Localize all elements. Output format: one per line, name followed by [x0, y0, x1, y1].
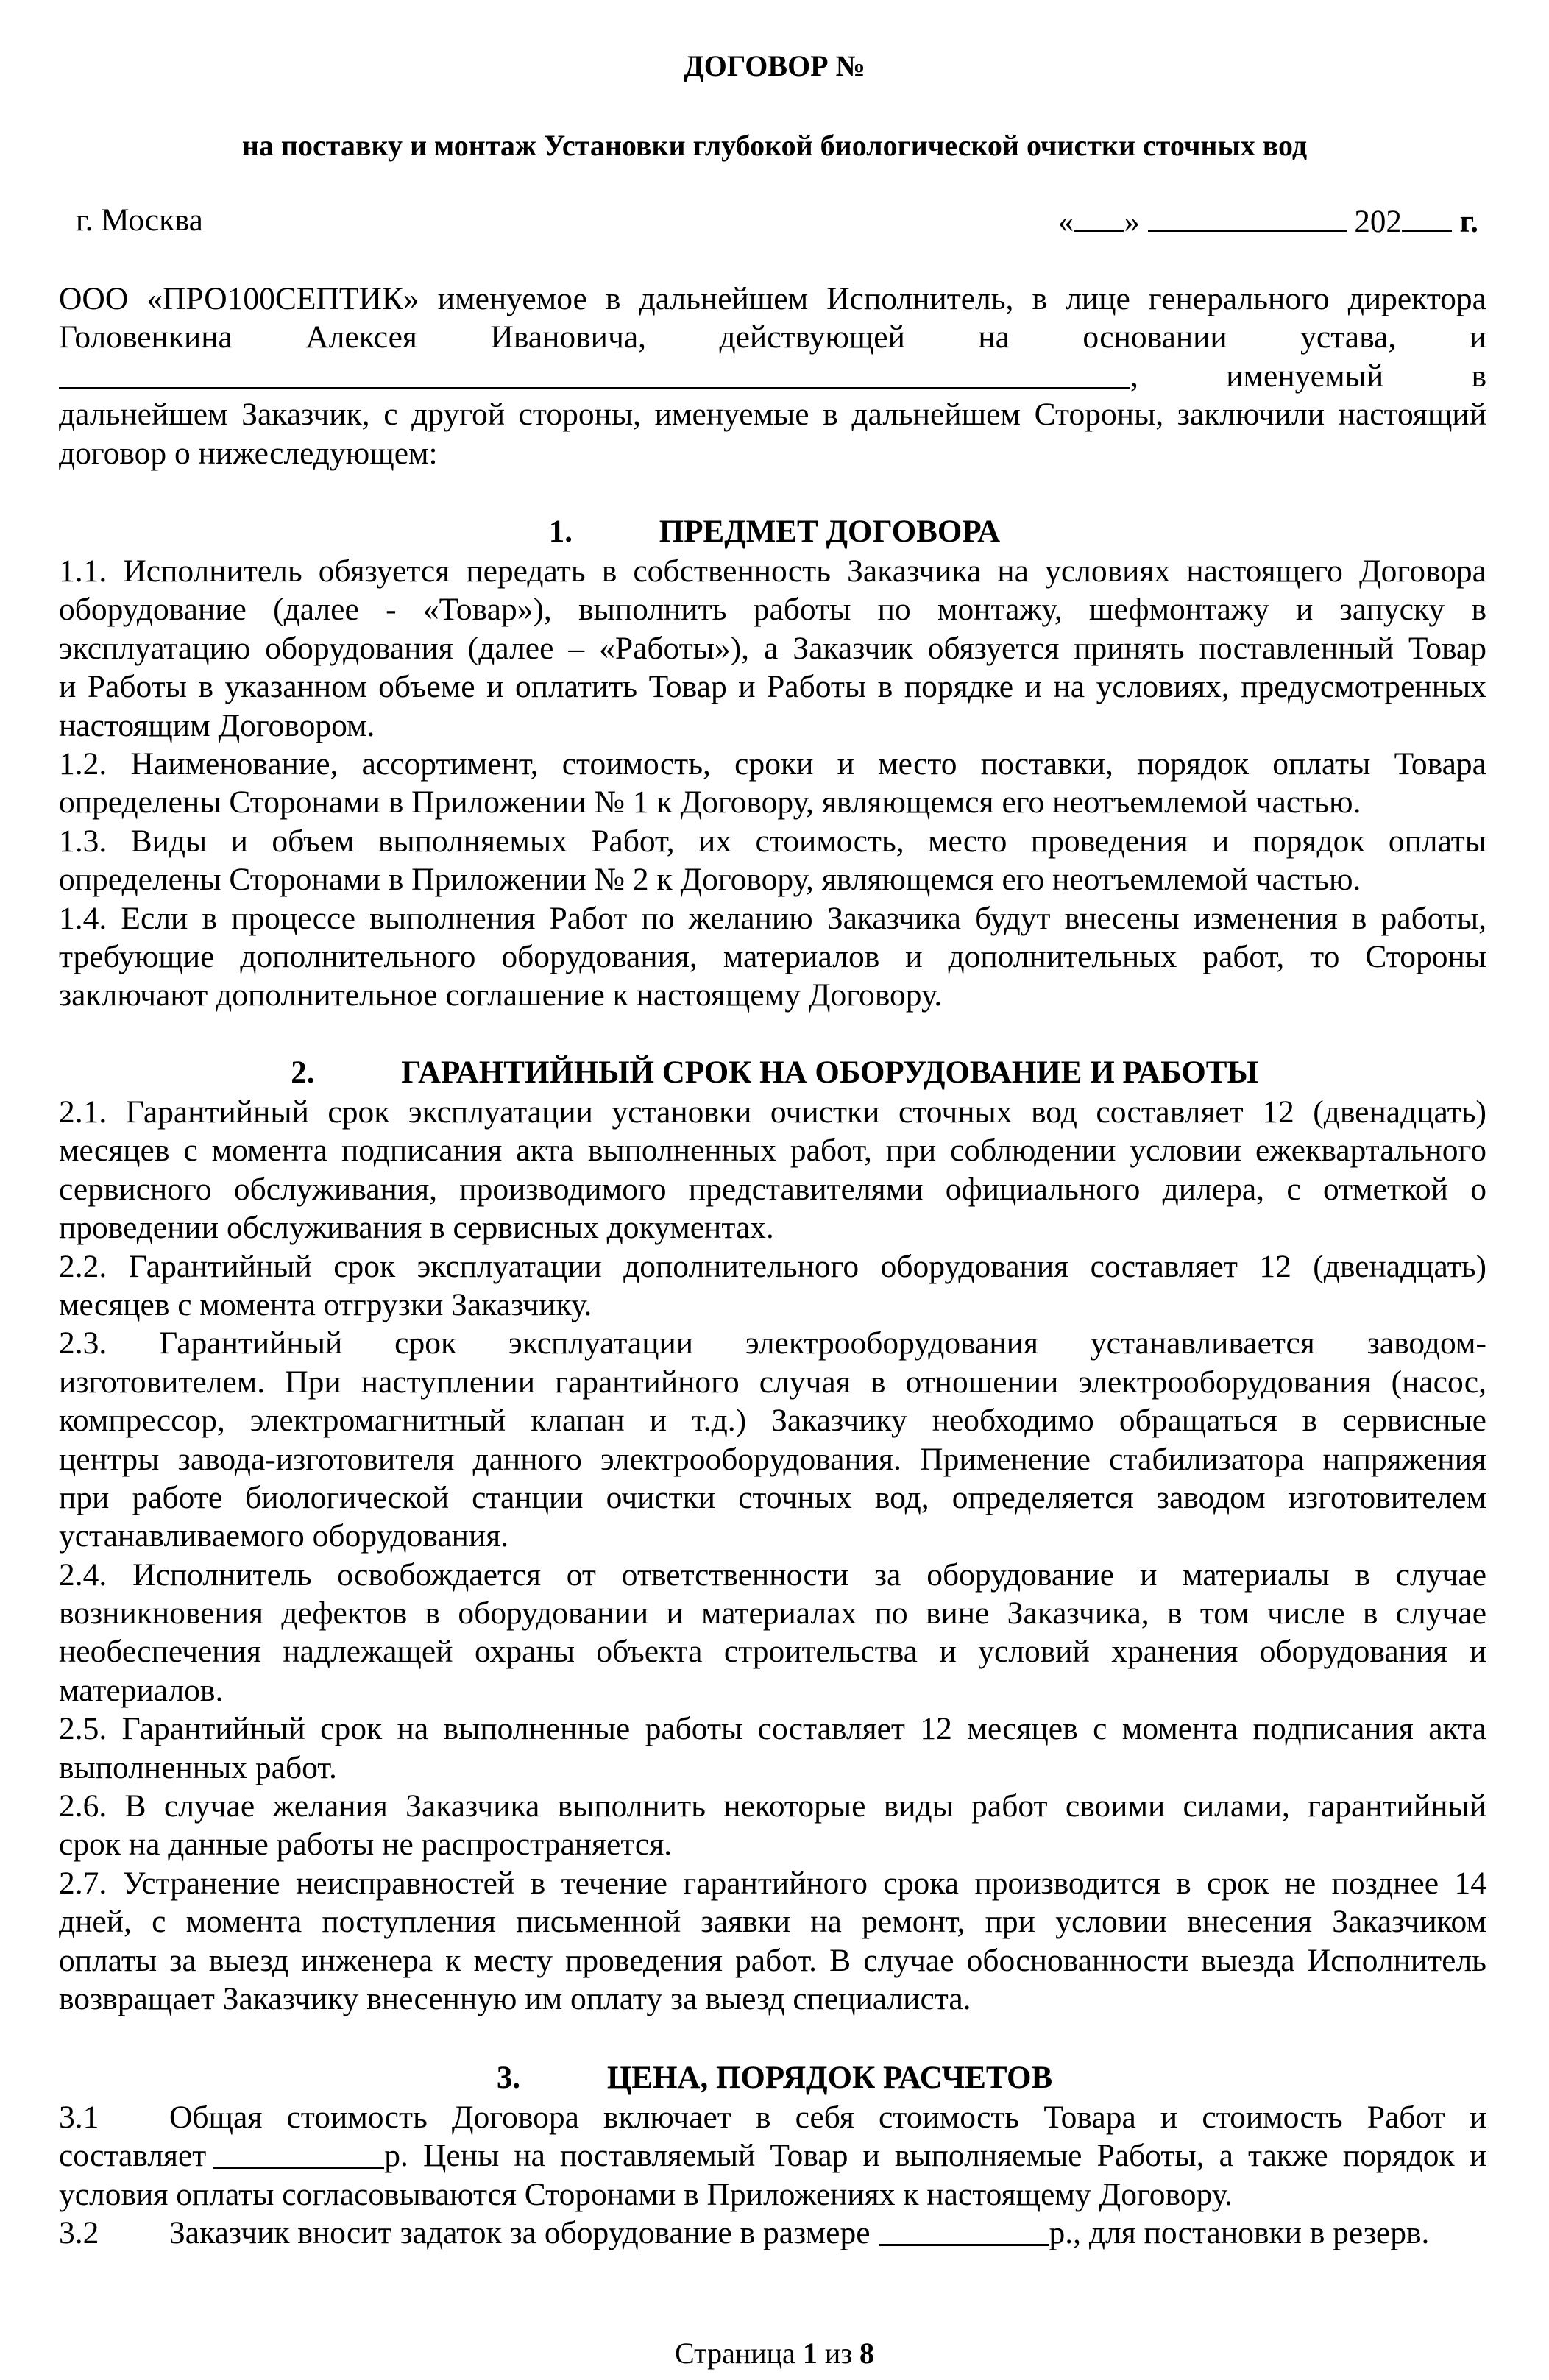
- section-heading-1: [0, 513, 1549, 551]
- preamble-line: ООО «ПРО100СЕПТИК» именуемое в дальнейшем Исполнитель, в лице генерального директора: [59, 281, 1486, 316]
- section-heading-2: [0, 1054, 1549, 1092]
- clause-line: центры завода-изготовителя данного электрооборудования. Применение стабилизатора напряжения: [59, 1441, 1486, 1477]
- price-blank: [213, 2136, 384, 2169]
- clause-line: 2.5. Гарантийный срок на выполненные работы составляет 12 месяцев с момента подписания акта: [59, 1711, 1486, 1747]
- clause-line: компрессор, электромагнитный клапан и т.д.) Заказчику необходимо обращаться в сервисные: [59, 1403, 1486, 1439]
- clause-line: 2.3. Гарантийный срок эксплуатации электрооборудования устанавливается заводом-: [59, 1325, 1486, 1361]
- page-of: из: [824, 2337, 853, 2370]
- deposit-blank: [879, 2214, 1049, 2246]
- section-heading-3: [0, 2059, 1549, 2097]
- year-blank: [1402, 202, 1452, 232]
- clause-number: 3.1: [59, 2100, 99, 2135]
- clause-line: 2.2. Гарантийный срок эксплуатации дополнительного оборудования составляет 12 (двенадцать): [59, 1248, 1486, 1284]
- clause-line: и Работы в указанном объеме и оплатить Товар и Работы в порядке и на условиях, предусмотренных: [59, 669, 1486, 705]
- month-blank: [1148, 202, 1347, 232]
- clause-line: заключают дополнительное соглашение к настоящему Договору.: [59, 977, 943, 1013]
- clause-line: материалов.: [59, 1672, 224, 1708]
- section-3-body: [59, 2098, 1486, 2253]
- clause-line: необеспечения надлежащей охраны объекта строительства и условий хранения оборудования и: [59, 1634, 1486, 1670]
- clause-line: устанавливаемого оборудования.: [59, 1518, 509, 1554]
- section-number: 1.: [548, 514, 573, 549]
- section-1-body: [59, 552, 1486, 1015]
- clause-line: проведении обслуживания в сервисных документах.: [59, 1210, 774, 1246]
- clause-line: дней, с момента поступления письменной заявки на ремонт, при условии внесения Заказчиком: [59, 1904, 1486, 1940]
- clause-line: срок на данные работы не распространяется.: [59, 1827, 673, 1863]
- clause-line: [59, 2214, 1486, 2252]
- clause-text: составляет: [59, 2138, 207, 2174]
- customer-name-blank: [59, 357, 1130, 389]
- total-pages: 8: [859, 2337, 875, 2370]
- clause-line: 1.3. Виды и объем выполняемых Работ, их стоимость, место проведения и порядок оплаты: [59, 823, 1486, 859]
- preamble-line: [59, 357, 1486, 395]
- document-subtitle: на поставку и монтаж Установки глубокой биологической очистки сточных вод: [241, 129, 1308, 162]
- clause-line: месяцев с момента отгрузки Заказчику.: [59, 1286, 592, 1322]
- clause-line: возникновения дефектов в оборудовании и материалах по вине Заказчика, в том числе в случае: [59, 1595, 1486, 1632]
- clause-text: Заказчик вносит задаток за оборудование в размере: [169, 2215, 871, 2251]
- clause-line: 1.2. Наименование, ассортимент, стоимость, сроки и место поставки, порядок оплаты Товара: [59, 745, 1486, 782]
- preamble-line: договор о нижеследующем:: [59, 435, 438, 471]
- preamble-line: Головенкина Алексея Ивановича, действующей на основании устава, и: [59, 319, 1486, 355]
- preamble-line-tail: , именуемый в: [1130, 358, 1486, 394]
- clause-line: при работе биологической станции очистки сточных вод, определяется заводом изготовителем: [59, 1479, 1486, 1515]
- clause-text: р., для постановки в резерв.: [1049, 2215, 1430, 2251]
- clause-line: сервисного обслуживания, производимого представителями официального дилера, с отметкой о: [59, 1171, 1486, 1207]
- clause-line: условия оплаты согласовываются Сторонами в Приложениях к настоящему Договору.: [59, 2176, 1233, 2212]
- clause-line: определены Сторонами в Приложении № 2 к Договору, являющемся его неотъемлемой частью.: [59, 862, 1361, 898]
- preamble: [59, 280, 1486, 472]
- document-title: ДОГОВОР №: [684, 49, 865, 82]
- date-close-quote: »: [1124, 205, 1140, 239]
- clause-line: 2.4. Исполнитель освобождается от ответственности за оборудование и материалы в случае: [59, 1556, 1486, 1593]
- date-open-quote: «: [1057, 205, 1074, 239]
- clause-line: [59, 2098, 1486, 2136]
- clause-line: возвращает Заказчику внесенную им оплату за выезд специалиста.: [59, 1980, 971, 2016]
- clause-line: 2.1. Гарантийный срок эксплуатации установки очистки сточных вод составляет 12 (двенадцать): [59, 1094, 1486, 1130]
- clause-line: эксплуатацию оборудования (далее – «Работы»), а Заказчик обязуется принять поставленный Товар: [59, 630, 1486, 666]
- clause-line: требующие дополнительного оборудования, материалов и дополнительных работ, то Стороны: [59, 938, 1486, 974]
- date-line: [1058, 202, 1478, 241]
- section-title: ПРЕДМЕТ ДОГОВОРА: [659, 514, 1001, 549]
- section-title: ЦЕНА, ПОРЯДОК РАСЧЕТОВ: [606, 2061, 1053, 2095]
- clause-line: оборудование (далее - «Товар»), выполнить работы по монтажу, шефмонтажу и запуску в: [59, 592, 1486, 628]
- section-number: 2.: [291, 1055, 315, 1090]
- day-blank: [1074, 202, 1124, 232]
- page-footer: [0, 2334, 1549, 2373]
- clause-text: Общая стоимость Договора включает в себя стоимость Товара и стоимость Работ и: [169, 2100, 1486, 2135]
- section-title: ГАРАНТИЙНЫЙ СРОК НА ОБОРУДОВАНИЕ И РАБОТЫ: [401, 1055, 1258, 1090]
- preamble-line: дальнейшем Заказчик, с другой стороны, именуемые в дальнейшем Стороны, заключили настоящий: [59, 397, 1486, 433]
- section-2-body: [59, 1093, 1486, 2018]
- clause-line: настоящим Договором.: [59, 707, 375, 743]
- clause-line: месяцев с момента подписания акта выполненных работ, при соблюдении условии ежеквартального: [59, 1133, 1486, 1169]
- clause-line: определены Сторонами в Приложении № 1 к Договору, являющемся его неотъемлемой частью.: [59, 785, 1361, 821]
- page-label: Страница: [674, 2337, 795, 2370]
- clause-number: 3.2: [59, 2215, 99, 2251]
- clause-line: выполненных работ.: [59, 1749, 337, 1785]
- clause-line: 1.4. Если в процессе выполнения Работ по желанию Заказчика будут внесены изменения в работы,: [59, 900, 1486, 936]
- clause-line: оплаты за выезд инженера к месту проведения работ. В случае обоснованности выезда Исполнитель: [59, 1942, 1486, 1978]
- date-year-prefix: 202: [1354, 205, 1402, 239]
- section-number: 3.: [496, 2061, 521, 2095]
- clause-line: 2.6. В случае желания Заказчика выполнить некоторые виды работ своими силами, гарантийный: [59, 1788, 1486, 1824]
- clause-line: 2.7. Устранение неисправностей в течение гарантийного срока производится в срок не позднее 14: [59, 1865, 1486, 1901]
- date-year-suffix: г.: [1459, 205, 1478, 239]
- current-page: 1: [802, 2337, 818, 2370]
- clause-text: р. Цены на поставляемый Товар и выполняемые Работы, а также порядок и: [384, 2138, 1486, 2174]
- clause-line: изготовителем. При наступлении гарантийного случая в отношении электрооборудования (насос,: [59, 1364, 1486, 1400]
- clause-line: [59, 2136, 1486, 2175]
- clause-line: 1.1. Исполнитель обязуется передать в собственность Заказчика на условиях настоящего Договора: [59, 553, 1486, 589]
- city: г. Москва: [76, 203, 203, 238]
